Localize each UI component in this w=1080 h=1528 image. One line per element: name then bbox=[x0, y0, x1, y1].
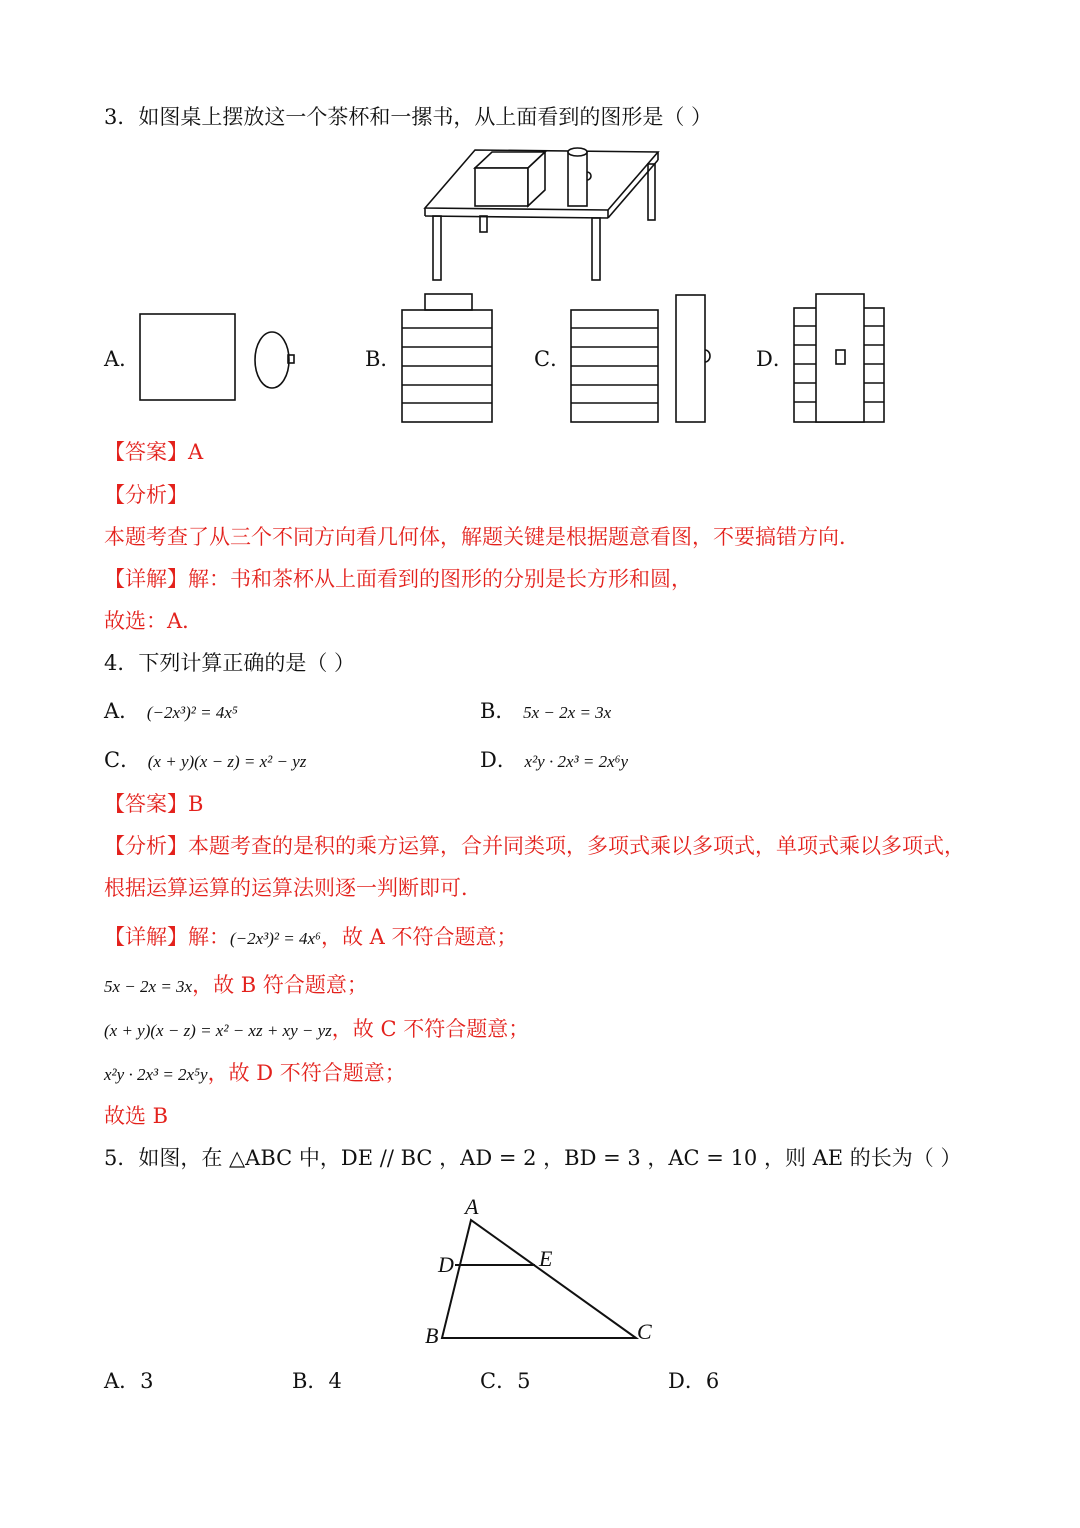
q5-option-d-value: 6 bbox=[705, 1369, 720, 1393]
q4-analysis-line2: 根据运算运算的运算法则逐一判断即可． bbox=[104, 876, 482, 900]
q5-option-b bbox=[292, 1367, 342, 1395]
q4-detail-prefix: 【详解】解： bbox=[104, 925, 230, 949]
q3-option-a-figure bbox=[138, 312, 298, 402]
q4-detail-step-1 bbox=[104, 923, 517, 953]
q3-table-figure bbox=[420, 140, 665, 285]
q4-answer: 【答案】B bbox=[104, 792, 204, 816]
q4-option-b bbox=[480, 697, 611, 727]
q3-analysis: 本题考查了从三个不同方向看几何体，解题关键是根据题意看图，不要搞错方向． bbox=[104, 525, 860, 549]
q4-choose: 故选 B bbox=[104, 1104, 169, 1128]
q4-stem: 4．下列计算正确的是（ ） bbox=[104, 651, 356, 675]
q3-option-a-label: A． bbox=[104, 347, 141, 371]
q5-label-c: C bbox=[637, 1319, 652, 1344]
q4-step-2-expr: 5x − 2x = 3x bbox=[104, 977, 193, 996]
q3-option-c-figure bbox=[568, 292, 718, 424]
q4-detail-step-4 bbox=[104, 1059, 406, 1089]
q3-option-d-label: D． bbox=[756, 347, 794, 371]
q3-option-b-figure bbox=[400, 292, 495, 424]
q4-option-c-label: C． bbox=[104, 748, 142, 772]
q4-step-4-note: ，故 D 不符合题意； bbox=[207, 1061, 406, 1085]
q4-step-4-expr: x²y · 2x³ = 2x⁵y bbox=[104, 1065, 208, 1084]
q5-option-b-label: B． bbox=[292, 1369, 329, 1393]
q3-option-c-label: C． bbox=[534, 347, 572, 371]
q4-option-b-expr: 5x − 2x = 3x bbox=[523, 703, 612, 722]
q3-stem: 3．如图桌上摆放这一个茶杯和一摞书，从上面看到的图形是（ ） bbox=[104, 105, 713, 129]
q4-detail-step-3 bbox=[104, 1015, 529, 1045]
q5-option-c-label: C． bbox=[480, 1369, 518, 1393]
q3-analysis-tag: 【分析】 bbox=[104, 483, 188, 507]
q5-option-d-label: D． bbox=[668, 1369, 706, 1393]
q5-label-a: A bbox=[465, 1194, 479, 1219]
q3-choose: 故选：A． bbox=[104, 609, 204, 633]
q4-step-3-expr: (x + y)(x − z) = x² − xz + xy − yz bbox=[104, 1021, 332, 1040]
q5-option-a-label: A． bbox=[104, 1369, 141, 1393]
q4-option-d-label: D． bbox=[480, 748, 518, 772]
q5-triangle-figure bbox=[420, 1192, 660, 1352]
q4-option-c bbox=[104, 746, 306, 776]
q3-option-d-figure bbox=[792, 292, 887, 424]
q4-option-a-expr: (−2x³)² = 4x⁵ bbox=[146, 703, 238, 722]
q5-option-c bbox=[480, 1367, 530, 1395]
q4-step-1-note: ，故 A 不符合题意； bbox=[320, 925, 518, 949]
q4-option-d bbox=[480, 746, 628, 776]
q5-label-e: E bbox=[539, 1246, 553, 1271]
q4-option-b-label: B． bbox=[480, 699, 517, 723]
q4-step-2-note: ，故 B 符合题意； bbox=[192, 973, 368, 997]
q4-step-3-note: ，故 C 不符合题意； bbox=[331, 1017, 530, 1041]
q5-label-d: D bbox=[438, 1252, 454, 1277]
q5-option-c-value: 5 bbox=[517, 1369, 531, 1393]
q5-option-a-value: 3 bbox=[140, 1369, 154, 1393]
q4-option-d-expr: x²y · 2x³ = 2x⁶y bbox=[524, 752, 629, 771]
q3-answer: 【答案】A bbox=[104, 440, 204, 464]
q5-label-b: B bbox=[425, 1323, 439, 1348]
q5-option-a bbox=[104, 1367, 154, 1395]
q3-detail: 【详解】解：书和茶杯从上面看到的图形的分别是长方形和圆， bbox=[104, 567, 692, 591]
q5-option-d bbox=[668, 1367, 719, 1395]
q4-option-c-expr: (x + y)(x − z) = x² − yz bbox=[147, 752, 307, 771]
q5-option-b-value: 4 bbox=[328, 1369, 342, 1393]
q3-option-b-label: B． bbox=[365, 347, 402, 371]
q4-analysis-line1: 【分析】本题考查的是积的乘方运算，合并同类项，多项式乘以多项式，单项式乘以多项式， bbox=[104, 834, 965, 858]
q4-step-1-expr: (−2x³)² = 4x⁶ bbox=[230, 929, 321, 948]
q4-option-a bbox=[104, 697, 238, 727]
q5-stem: 5．如图，在 △ABC 中，DE // BC ，AD = 2 ，BD = 3 ，AC = 10 ，则 AE 的长为（ ） bbox=[104, 1146, 962, 1170]
q4-option-a-label: A． bbox=[104, 699, 141, 723]
q4-detail-step-2 bbox=[104, 971, 368, 1001]
